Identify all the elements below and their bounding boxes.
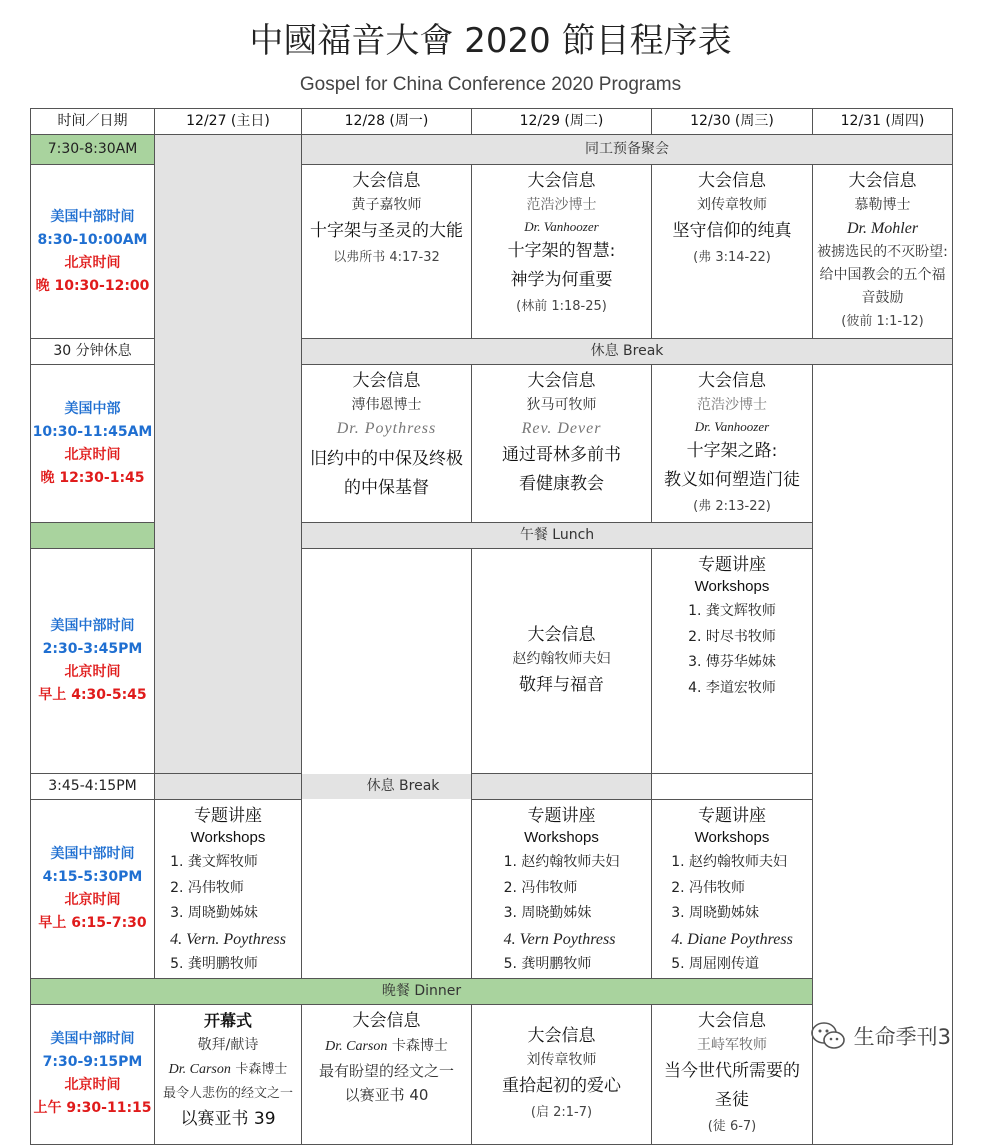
session-4-1229 (472, 800, 652, 979)
session-3-1228 (472, 549, 652, 774)
session-1-1229 (472, 165, 652, 339)
tz-beijing: 北京时间 (64, 664, 121, 680)
session-5-1229 (472, 1004, 652, 1144)
speaker-en: Dr. Carson (168, 1061, 231, 1077)
scripture-ref: (启 2:1-7) (530, 1104, 593, 1120)
empty-1227-afternoon (302, 549, 472, 979)
speaker-cn: 卡森博士 (391, 1037, 448, 1054)
time-beijing: 晚 10:30-12:00 (35, 277, 150, 294)
session-2-1230 (652, 365, 813, 523)
speaker-cn: 卡森博士 (235, 1061, 288, 1077)
tz-beijing: 北京时间 (64, 891, 121, 908)
prep-row (31, 135, 953, 165)
session-type: 专题讲座 (527, 806, 596, 826)
topic: 重拾起初的爱心 (502, 1075, 621, 1096)
speaker-en: Dr. Carson (325, 1038, 388, 1054)
tz-us: 美国中部时间 (50, 618, 135, 634)
tz-beijing: 北京时间 (64, 446, 121, 463)
session-4-1228 (155, 800, 302, 979)
tz-us: 美国中部 (64, 400, 121, 417)
workshop-list (688, 599, 776, 701)
session-type: 大会信息 (527, 1025, 596, 1046)
session-1-time (31, 165, 155, 339)
topic-line-2: 圣徒 (715, 1089, 749, 1110)
session-type: 开幕式 (203, 1010, 252, 1030)
workshop-item: 5. 龚明鹏牧师 (170, 956, 258, 972)
session-3-time (31, 549, 155, 774)
speaker: 王峙军牧师 (697, 1036, 767, 1053)
session-2-1229 (472, 365, 652, 523)
wechat-icon (810, 1021, 846, 1051)
speaker: 慕勒博士 (854, 197, 911, 213)
workshop-list (671, 850, 793, 978)
topic: 坚守信仰的纯真 (672, 221, 792, 241)
session-type: 专题讲座 (698, 555, 766, 575)
workshop-list (504, 850, 620, 978)
session-3-1229 (652, 549, 813, 774)
header-day-1228: 12/28 (周一) (302, 109, 472, 135)
scripture-ref: (徒 6-7) (707, 1118, 757, 1134)
workshop-item: 3. 傅芬华姊妹 (688, 654, 776, 670)
time-beijing: 早上 4:30-5:45 (38, 687, 147, 703)
workshop-item: 1. 赵约翰牧师夫妇 (503, 854, 620, 870)
speaker: 刘传章牧师 (697, 197, 767, 213)
speaker-line (302, 1033, 471, 1059)
session-type: 大会信息 (352, 171, 421, 191)
break-2-time: 3:45-4:15PM (31, 774, 155, 800)
workshop-item: 2. 冯伟牧师 (671, 879, 745, 896)
header-day-1227: 12/27 (主日) (155, 109, 302, 135)
time-beijing: 上午 9:30-11:15 (33, 1100, 152, 1116)
speaker-en: Rev. Dever (521, 420, 602, 437)
topic-line-1: 被掳选民的不灭盼望: (817, 244, 948, 260)
session-type: 大会信息 (698, 1010, 766, 1031)
session-type: 大会信息 (352, 1010, 421, 1031)
header-day-1229: 12/29 (周二) (472, 109, 652, 135)
scripture-ref: (弗 3:14-22) (693, 250, 771, 265)
workshop-item: 5. 周屈刚传道 (671, 956, 759, 972)
break-1-time: 30 分钟休息 (31, 339, 155, 365)
workshop-item: 1. 龚文辉牧师 (170, 854, 258, 870)
time-beijing: 早上 6:15-7:30 (38, 914, 147, 931)
dinner-band: 晚餐 Dinner (31, 978, 813, 1004)
topic-line-2: 以赛亚书 40 (344, 1085, 429, 1104)
tz-us: 美国中部时间 (50, 845, 135, 862)
empty-1227-morning (155, 135, 302, 774)
workshop-item: 1. 赵约翰牧师夫妇 (671, 854, 787, 870)
workshop-item: 2. 冯伟牧师 (503, 879, 578, 896)
header-row (31, 109, 953, 135)
workshop-item: 2. 时尽书牧师 (688, 628, 776, 645)
scripture-ref: (弗 2:13-22) (693, 499, 771, 514)
time-us: 4:15-5:30PM (42, 868, 143, 885)
topic-line-1: 通过哥林多前书 (502, 445, 621, 465)
workshop-item: 1. 龚文辉牧师 (688, 603, 776, 619)
session-5-time (31, 1004, 155, 1144)
topic-line-3: 音鼓励 (861, 290, 904, 306)
speaker: 刘传章牧师 (526, 1051, 597, 1068)
session-type: 大会信息 (527, 171, 596, 191)
topic-line-1: 十字架之路: (686, 441, 778, 461)
workshop-item: 3. 周晓勤姊妹 (671, 905, 759, 921)
workshop-item: 5. 龚明鹏牧师 (503, 956, 592, 972)
speaker: 范浩沙博士 (526, 197, 597, 213)
workshop-item: 4. Diane Poythress (671, 930, 793, 948)
lunch-band: 午餐 Lunch (302, 523, 813, 549)
prep-time: 7:30-8:30AM (31, 135, 155, 165)
topic: 十字架与圣灵的大能 (310, 221, 463, 241)
session-5-1228 (302, 1004, 472, 1144)
speaker: 范浩沙博士 (697, 397, 767, 413)
time-us: 2:30-3:45PM (42, 641, 143, 657)
topic-line-1: 旧约中的中保及终极 (310, 449, 463, 469)
speaker-en: Dr. Poythress (336, 420, 437, 437)
time-us: 7:30-9:15PM (42, 1054, 143, 1070)
topic: 最令人悲伤的经文之一 (162, 1085, 293, 1101)
page-title: 中國福音大會 2020 節目程序表 (249, 21, 732, 61)
time-us: 10:30-11:45AM (32, 423, 153, 440)
session-type: 大会信息 (352, 371, 421, 391)
session-1-1231 (813, 165, 953, 339)
session-type-en: Workshops (524, 829, 599, 846)
watermark (810, 1018, 951, 1054)
speaker-line (155, 1057, 301, 1082)
session-type-en: Workshops (694, 829, 770, 846)
scripture-ref: 以赛亚书 39 (180, 1108, 276, 1129)
header-time-date: 时间／日期 (31, 109, 155, 135)
topic-line-1: 最有盼望的经文之一 (318, 1061, 454, 1080)
session-type: 大会信息 (527, 371, 596, 391)
session-type: 专题讲座 (194, 806, 262, 826)
session-type: 大会信息 (527, 624, 596, 645)
speaker-en: Dr. Mohler (846, 220, 919, 237)
session-5-1227 (155, 1004, 302, 1144)
speaker: 黄子嘉牧师 (351, 197, 422, 213)
speaker-en: Dr. Vanhoozer (694, 419, 770, 434)
speaker-en: Dr. Vanhoozer (524, 219, 599, 234)
scripture-ref: (彼前 1:1-12) (841, 314, 924, 329)
topic-line-2: 给中国教会的五个福 (819, 267, 946, 283)
speaker: 赵约翰牧师夫妇 (512, 650, 611, 667)
speaker: 狄马可牧师 (526, 397, 597, 413)
tz-beijing: 北京时间 (64, 254, 121, 271)
workshop-item: 4. Vern Poythress (503, 930, 616, 948)
workshop-item: 4. Vern. Poythress (170, 930, 286, 948)
header-day-1231: 12/31 (周四) (813, 109, 953, 135)
session-5-1230 (652, 1004, 813, 1144)
watermark-text: 生命季刊3 (853, 1025, 951, 1049)
topic: 敬拜与福音 (519, 674, 604, 695)
lunch-time-cell (31, 523, 155, 549)
topic-line-1: 十字架的智慧: (507, 241, 616, 261)
tz-us: 美国中部时间 (50, 208, 135, 225)
tz-beijing: 北京时间 (64, 1077, 121, 1093)
speaker: 溥伟恩博士 (351, 397, 422, 413)
session-1-1228 (302, 165, 472, 339)
session-1-1230 (652, 165, 813, 339)
workshop-item: 2. 冯伟牧师 (170, 879, 244, 896)
session-type-en: Workshops (190, 829, 266, 846)
break-2-band: 休息 Break (155, 774, 652, 800)
break-1-band: 休息 Break (302, 339, 953, 365)
session-type: 专题讲座 (698, 806, 766, 826)
page-subtitle: Gospel for China Conference 2020 Programs (299, 74, 682, 95)
session-4-time (31, 800, 155, 979)
session-type: 大会信息 (698, 171, 766, 191)
workshop-item: 3. 周晓勤姊妹 (503, 905, 592, 921)
session-type: 大会信息 (848, 171, 917, 191)
workshop-item: 4. 李道宏牧师 (688, 679, 776, 696)
session-type: 大会信息 (698, 371, 766, 391)
workshop-item: 3. 周晓勤姊妹 (170, 905, 258, 921)
time-us: 8:30-10:00AM (37, 231, 148, 248)
prep-band: 同工预备聚会 (302, 135, 953, 165)
session-2-1228 (302, 365, 472, 523)
workshop-list (170, 850, 286, 978)
scripture-ref: 以弗所书 4:17-32 (333, 250, 440, 265)
topic-line-2: 看健康教会 (519, 474, 604, 494)
topic-line-2: 神学为何重要 (510, 270, 613, 290)
session-2-time (31, 365, 155, 523)
header-day-1230: 12/30 (周三) (652, 109, 813, 135)
speaker: 敬拜/献诗 (197, 1036, 259, 1053)
session-4-1230 (652, 800, 813, 979)
time-beijing: 晚 12:30-1:45 (40, 469, 145, 486)
tz-us: 美国中部时间 (50, 1031, 135, 1047)
topic-line-1: 当今世代所需要的 (664, 1060, 800, 1081)
scripture-ref: (林前 1:18-25) (516, 299, 607, 314)
topic-line-2: 教义如何塑造门徒 (664, 470, 800, 490)
session-type-en: Workshops (694, 578, 770, 595)
topic-line-2: 的中保基督 (344, 478, 429, 498)
program-table (30, 108, 953, 1145)
